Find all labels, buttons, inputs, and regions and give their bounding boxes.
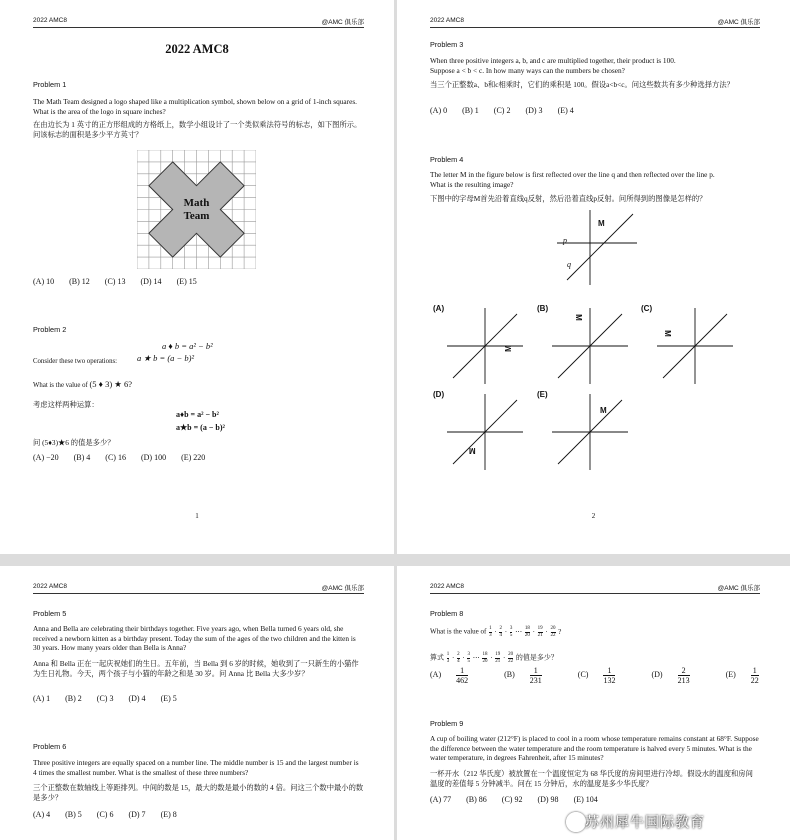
question-text: What is the value of — [33, 382, 88, 389]
problem-2-cn-intro: 考虑这样两种运算： — [33, 400, 99, 409]
choice-b — [504, 666, 568, 685]
choice-e: (E) 8 — [160, 810, 177, 819]
page-header — [430, 583, 760, 594]
problem-2-choices — [33, 453, 218, 462]
term-den: 20 — [482, 658, 488, 664]
choice-e: (E) 5 — [160, 694, 177, 703]
frac-num: 1 — [603, 666, 615, 676]
problem-1-text-cn: 在由边长为 1 英寸的正方形组成的方格纸上，数学小组设计了一个类似乘法符号的标志，如下图所示。问该标志的面积是多少平方英寸？ — [33, 120, 362, 139]
choice-fraction — [530, 666, 555, 685]
term-num: 18 — [524, 626, 530, 631]
header-right: @AMC 俱乐部 — [717, 19, 760, 26]
cn-operation-diamond: a♦b = a² − b² — [176, 410, 219, 419]
page-3 — [0, 566, 394, 840]
logo-line-1: Math — [183, 197, 210, 209]
choice-d — [651, 666, 715, 685]
choice-c: (C) 16 — [105, 453, 126, 462]
frac-num: 1 — [456, 666, 468, 676]
label-q: q — [567, 260, 571, 269]
choice-e: (E) 104 — [573, 795, 598, 804]
page-4 — [397, 566, 790, 840]
choice-d: (D) 100 — [140, 453, 167, 462]
option-b-figure — [552, 308, 628, 384]
term-den: 3 — [446, 658, 450, 664]
problem-3-title: Problem 3 — [430, 40, 464, 49]
term-den: 21 — [495, 658, 501, 664]
term-den: 21 — [537, 632, 543, 638]
option-a-letter: M — [503, 345, 513, 352]
page-number: 2 — [591, 512, 596, 520]
logo-label — [137, 197, 256, 223]
product-term — [510, 626, 513, 638]
page-header — [33, 17, 364, 28]
frac-den: 462 — [456, 676, 469, 685]
problem-8-choices — [430, 666, 790, 685]
option-c-label: (C) — [641, 304, 653, 313]
problem-3-text-cn: 当三个正整数a、b和c相乘时，它们的乘积是 100。假设a<b<c。问这些数共有多少种选择方法？ — [430, 80, 734, 89]
option-d-letter: M — [469, 446, 476, 455]
choice-b: (B) 12 — [69, 277, 90, 286]
page-2 — [397, 0, 790, 554]
term-num: 2 — [499, 626, 502, 631]
choice-b: (B) 1 — [462, 106, 479, 115]
problem-4-text-en-2: What is the resulting image? — [430, 180, 514, 189]
problem-5-text-cn: Anna 和 Bella 正在一起庆祝她们的生日。五年前，当 Bella 到 6 岁的时候，她收到了一只新生的小猫作为生日礼物。今天，两个孩子与小猫的年龄之和是 30 岁。问 Anna 比 Bella 大多少岁？ — [33, 659, 359, 678]
option-a-label: (A) — [433, 304, 445, 313]
choice-d: (D) 7 — [128, 810, 146, 819]
term-num: 18 — [482, 652, 488, 657]
wechat-logo-icon — [566, 812, 586, 832]
choice-letter: (C) — [577, 670, 589, 680]
product-term — [457, 652, 460, 664]
choice-a — [430, 666, 494, 685]
problem-5-title: Problem 5 — [33, 609, 67, 618]
choice-fraction — [678, 666, 703, 685]
term-den: 4 — [457, 658, 460, 664]
problem-4-text-en-1: The letter M in the figure below is first reflected over the line q and then reflected over the line p. — [430, 170, 715, 179]
frac-num: 2 — [678, 666, 690, 676]
page-header — [33, 583, 364, 594]
term-den: 20 — [524, 632, 530, 638]
document-title: 2022 AMC8 — [165, 42, 229, 56]
term-num: 19 — [495, 652, 501, 657]
problem-8-cn-question — [430, 652, 760, 664]
term-den: 22 — [550, 632, 556, 638]
frac-den: 22 — [750, 676, 759, 685]
term-num: 20 — [508, 652, 514, 657]
watermark: 苏州犀牛国际教育 — [585, 815, 705, 831]
option-d-label: (D) — [433, 390, 445, 399]
choice-e: (E) 220 — [181, 453, 206, 462]
page-1 — [0, 0, 394, 554]
problem-2-title: Problem 2 — [33, 325, 67, 334]
choice-b: (B) 2 — [65, 694, 82, 703]
product-term — [495, 652, 500, 664]
choice-a: (A) 77 — [430, 795, 452, 804]
problem-1-text-en: The Math Team designed a logo shaped like a multiplication symbol, shown below on a grid of 1-inch squares. What is the area of the logo in square inches? — [33, 97, 357, 116]
problem-4-text-cn: 下图中的字母M首先沿着直线q反射，然后沿着直线p反射。问所得到的图像是怎样的？ — [430, 194, 707, 203]
problem-8-text-cn-b: 的值是多少？ — [515, 653, 558, 662]
problem-9-text-cn: 一杯开水（212 华氏度）被放置在一个温度恒定为 68 华氏度的房间里进行冷却。假设水的温度和房间温度的差值每 5 分钟减半。问在 15 分钟后，水的温度是多少华氏度？ — [430, 769, 753, 788]
choice-a: (A) 4 — [33, 810, 51, 819]
term-den: 5 — [467, 658, 470, 664]
choice-d: (D) 14 — [140, 277, 162, 286]
choice-letter: (E) — [725, 670, 736, 680]
problem-2-question — [33, 380, 132, 391]
choice-c: (C) 13 — [104, 277, 126, 286]
product-term — [551, 626, 556, 638]
term-num: 3 — [509, 626, 513, 631]
header-left: 2022 AMC8 — [430, 583, 464, 590]
choice-c: (C) 6 — [96, 810, 114, 819]
header-right: @AMC 俱乐部 — [321, 19, 364, 26]
problem-6-text-en: Three positive integers are equally spaced on a number line. The middle number is 15 and the largest number is 4 times the smallest number. What is the smallest of these three numbers? — [33, 758, 359, 777]
term-den: 3 — [489, 632, 492, 638]
frac-den: 132 — [603, 676, 616, 685]
term-num: 1 — [489, 626, 492, 631]
logo-line-2: Team — [183, 210, 210, 222]
choice-d: (D) 4 — [128, 694, 146, 703]
choice-b: (B) 4 — [73, 453, 91, 462]
problem-3-choices — [430, 106, 587, 115]
term-den: 4 — [499, 632, 502, 638]
problem-3-text-en-2: Suppose a < b < c. In how many ways can the numbers be chosen? — [430, 66, 625, 75]
problem-5-choices — [33, 694, 190, 703]
problem-4-title: Problem 4 — [430, 155, 464, 164]
header-left: 2022 AMC8 — [430, 17, 464, 24]
problem-1-title: Problem 1 — [33, 80, 67, 89]
choice-b: (B) 86 — [466, 795, 487, 804]
problem-8-text-cn-a: 算式 — [430, 653, 444, 662]
reflection-figure — [557, 210, 637, 285]
choice-a: (A) −20 — [33, 453, 59, 462]
problem-9-title: Problem 9 — [430, 719, 464, 728]
choice-c: (C) 92 — [501, 795, 523, 804]
choice-d: (D) 3 — [525, 106, 543, 115]
choice-fraction — [456, 666, 481, 685]
term-num: 3 — [467, 652, 470, 657]
product-term — [525, 626, 530, 638]
product-term — [508, 652, 513, 664]
product-term — [467, 652, 470, 664]
operation-star: a ★ b = (a − b)² — [137, 353, 195, 363]
problem-8-question — [430, 626, 760, 638]
problem-8-title: Problem 8 — [430, 609, 464, 618]
letter-m: M — [598, 219, 605, 228]
frac-num: 1 — [530, 666, 542, 676]
option-e-figure — [552, 394, 628, 470]
choice-e — [725, 666, 785, 685]
product-term — [499, 626, 502, 638]
frac-den: 231 — [529, 676, 542, 685]
header-left: 2022 AMC8 — [33, 17, 67, 24]
choice-c — [577, 666, 642, 685]
operation-diamond: a ♦ b = a² − b² — [162, 341, 213, 351]
page-header — [430, 17, 760, 28]
choice-letter: (B) — [504, 670, 515, 680]
option-d-figure — [447, 394, 523, 470]
choice-a: (A) 0 — [430, 106, 448, 115]
problem-5-text-en: Anna and Bella are celebrating their birthdays together. Five years ago, when Bella turned 6 years old, she received a newborn kitten as a birthday present. Today the sum of the ages of the two children and the kitten is 30 years. How many years older than Bella is Anna? — [33, 624, 356, 653]
problem-8-text-en: What is the value of — [430, 627, 487, 636]
term-num: 20 — [550, 626, 556, 631]
page-number: 1 — [195, 512, 199, 520]
choice-a: (A) 10 — [33, 277, 55, 286]
problem-6-text-cn: 三个正整数在数轴线上等距排列。中间的数是 15，最大的数是最小的数的 4 倍。问这三个数中最小的数是多少？ — [33, 783, 364, 802]
product-expression: $\frac{1}{3}$ · $\frac{2}{4}$ · $\frac{3}{5}$ ⋯ $\frac{18}{20}$ · $\frac{19}{21}$ · $\frac{20}{22}$ ? — [489, 626, 562, 638]
term-den: 22 — [508, 658, 514, 664]
header-left: 2022 AMC8 — [33, 583, 67, 590]
label-p: p — [563, 236, 567, 245]
choice-letter: (D) — [651, 670, 663, 680]
choice-fraction — [751, 666, 772, 685]
problem-1-choices — [33, 277, 210, 286]
term-num: 19 — [537, 626, 543, 631]
term-den: 5 — [509, 632, 513, 638]
choice-a: (A) 1 — [33, 694, 51, 703]
product-term — [489, 626, 492, 638]
option-c-letter: M — [662, 330, 672, 337]
problem-2-cn-question: 问 (5♦3)★6 的值是多少？ — [33, 438, 115, 447]
problem-6-title: Problem 6 — [33, 742, 67, 751]
choice-d: (D) 98 — [537, 795, 559, 804]
choice-letter: (A) — [430, 670, 442, 680]
choice-e: (E) 15 — [176, 277, 197, 286]
option-b-letter: M — [573, 314, 583, 321]
problem-9-text-en: A cup of boiling water (212°F) is placed to cool in a room whose temperature remains constant at 68°F. Suppose the difference between the water temperature and the room temperature is halved every 5 minutes. What is the water temperature, in degrees Fahrenheit, after 15 minutes? — [430, 734, 759, 763]
header-right: @AMC 俱乐部 — [321, 585, 364, 592]
frac-num: 1 — [752, 666, 757, 675]
term-num: 2 — [457, 652, 460, 657]
problem-9-choices — [430, 795, 611, 804]
option-c-figure — [657, 308, 733, 384]
option-e-label: (E) — [537, 390, 548, 399]
product-term — [447, 652, 450, 664]
option-b-label: (B) — [537, 304, 549, 313]
problem-2-intro: Consider these two operations: — [33, 358, 118, 365]
choice-b: (B) 5 — [65, 810, 82, 819]
choice-c: (C) 2 — [493, 106, 511, 115]
product-term — [538, 626, 543, 638]
term-num: 1 — [446, 652, 450, 657]
problem-6-choices — [33, 810, 190, 819]
choice-c: (C) 3 — [96, 694, 114, 703]
product-expression-cn: $\frac{1}{3}$ · $\frac{2}{4}$ · $\frac{3}{5}$ ⋯ $\frac{18}{20}$ · $\frac{19}{21}$ · $\frac{20}{22}$ — [446, 652, 514, 664]
frac-den: 213 — [677, 676, 690, 685]
header-right: @AMC 俱乐部 — [717, 585, 760, 592]
option-e-letter: M — [600, 406, 607, 415]
choice-fraction — [603, 666, 628, 685]
product-term — [482, 652, 487, 664]
problem-3-text-en-1: When three positive integers a, b, and c are multiplied together, their product is 100. — [430, 56, 676, 65]
choice-e: (E) 4 — [557, 106, 574, 115]
cn-operation-star: a★b = (a − b)² — [176, 423, 225, 432]
question-expr: (5 ♦ 3) ★ 6? — [89, 379, 133, 389]
